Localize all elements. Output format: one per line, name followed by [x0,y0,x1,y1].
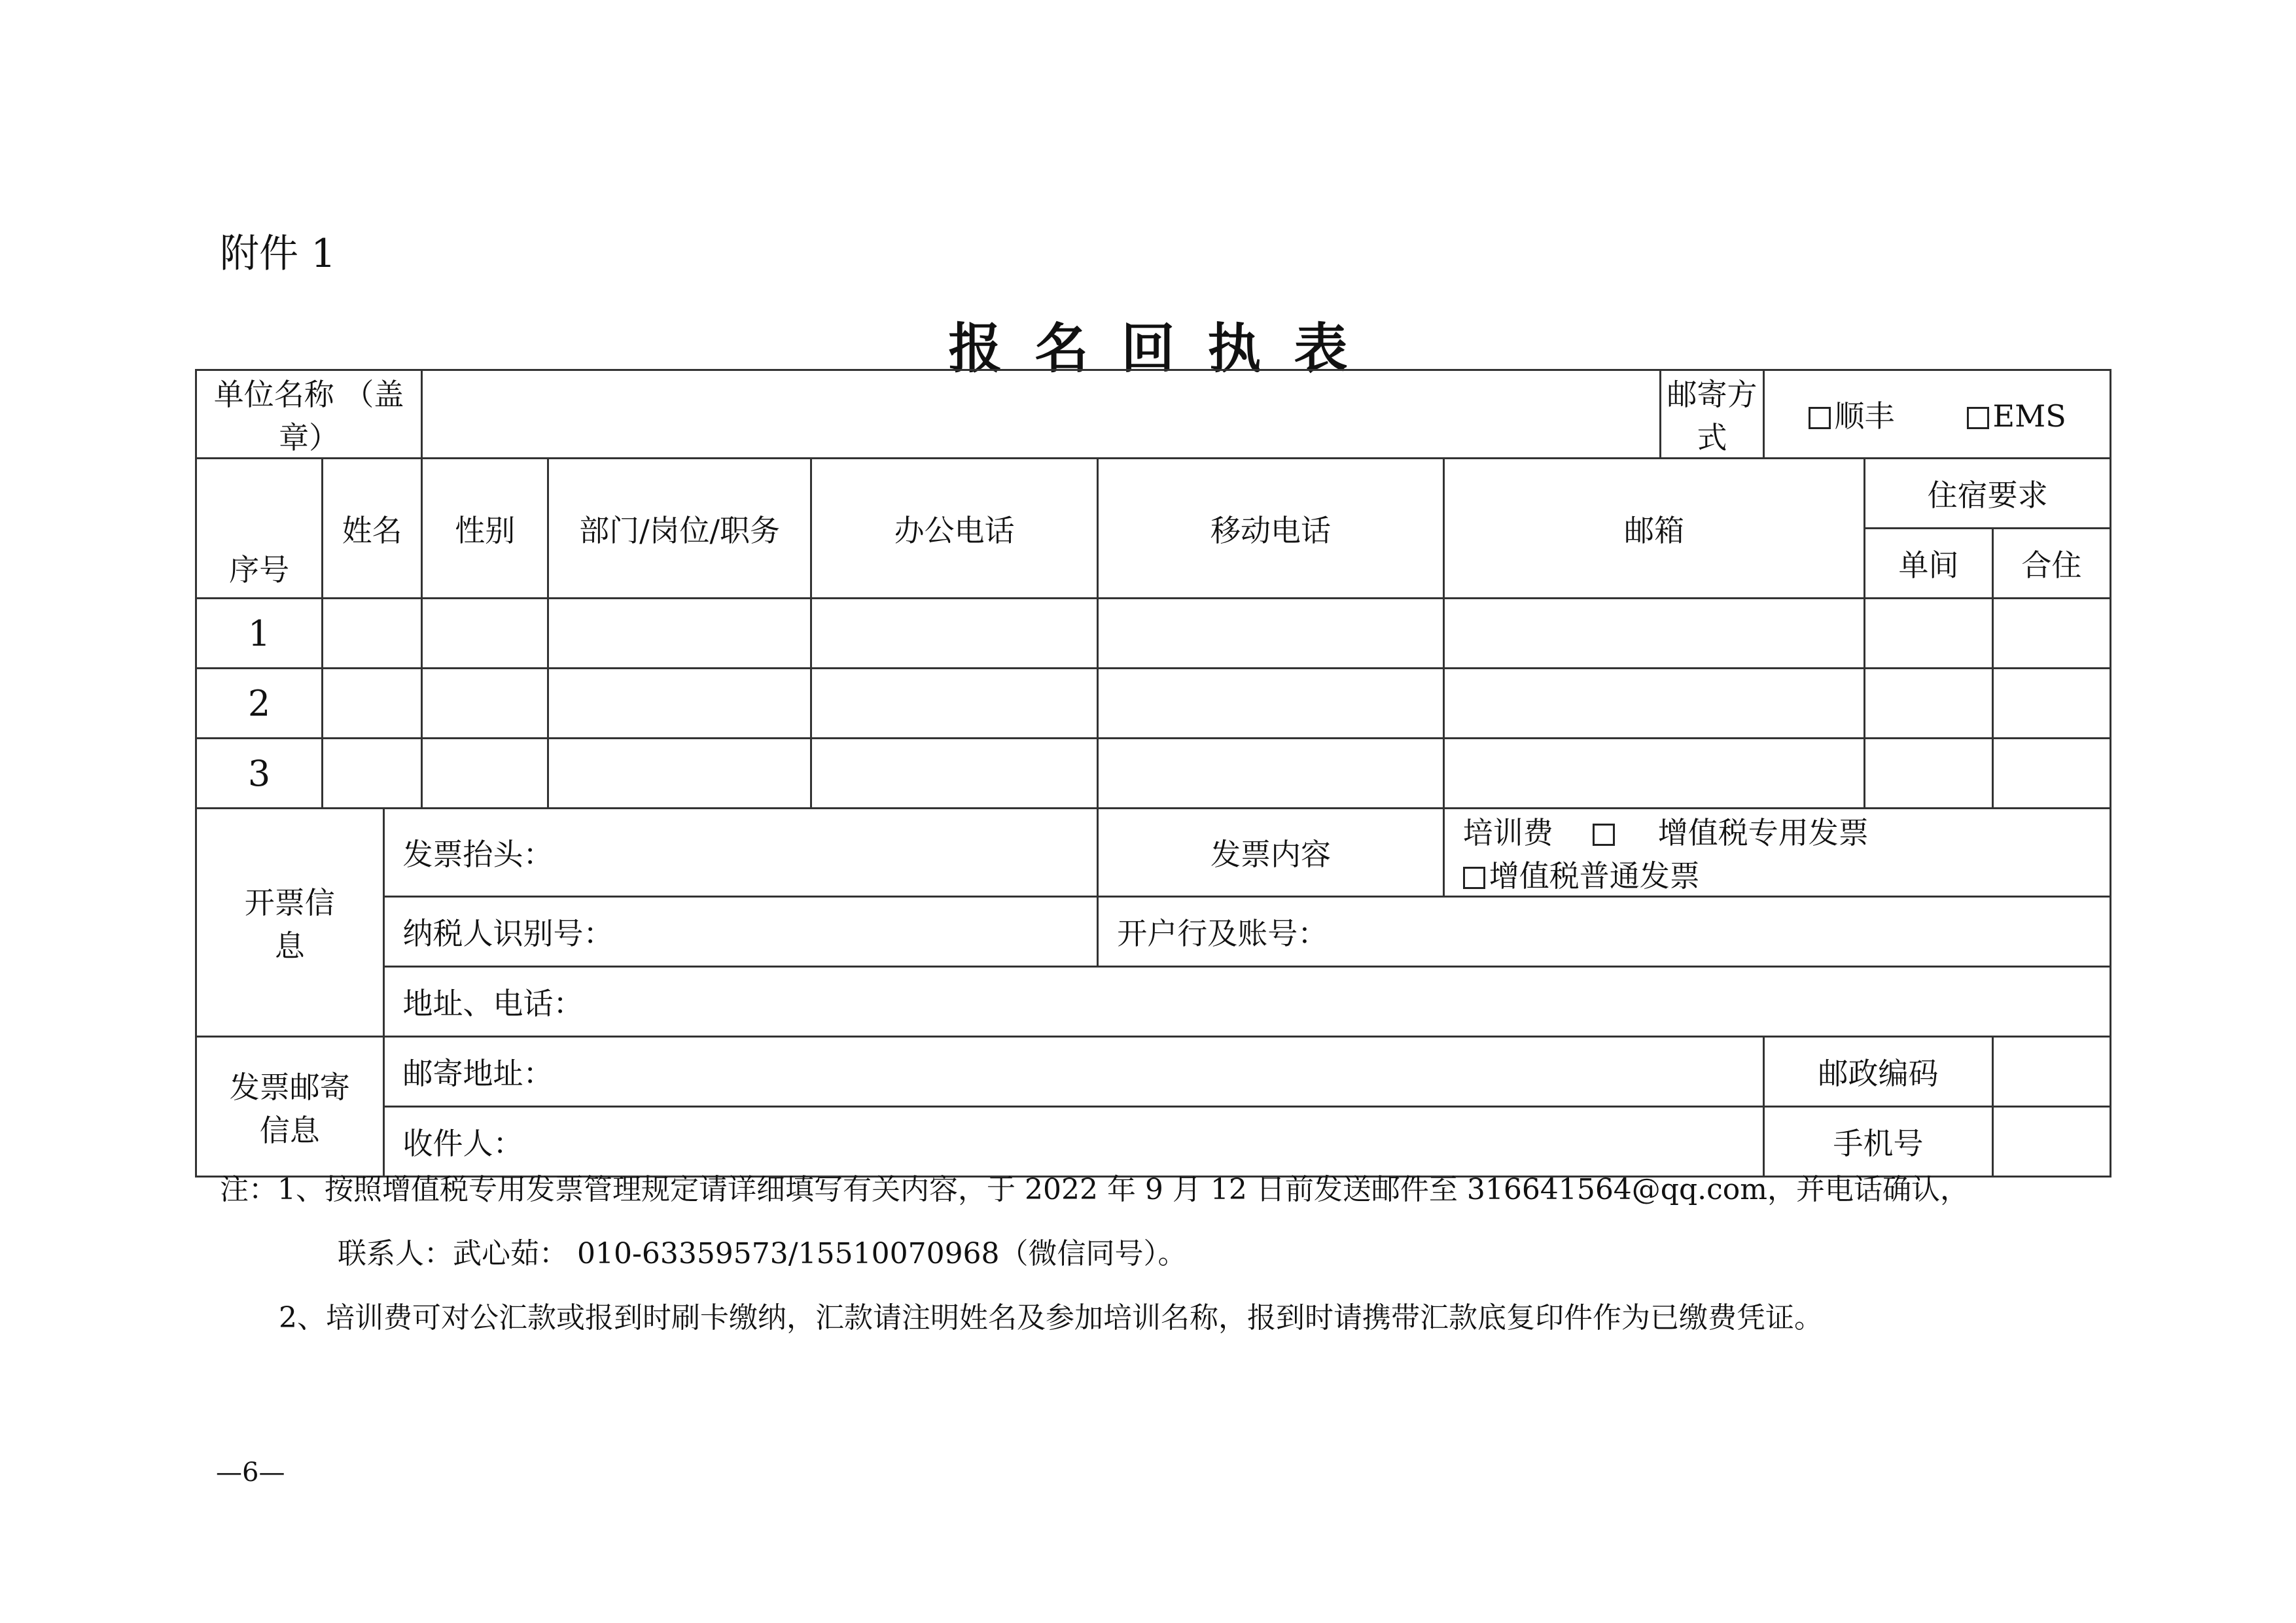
header-row-1 [196,459,2111,529]
attachment-label: 附件 1 [220,231,336,277]
header-lodging: 住宿要求 [1865,459,2111,529]
mail-address-field[interactable]: 邮寄地址： [383,1037,1764,1107]
invoice-option-general[interactable]: 增值税普通发票 [1463,852,1700,896]
invoice-mail-row-1 [196,1037,2111,1107]
mobile-cell[interactable] [1098,669,1444,739]
invoice-row-2 [196,897,2111,967]
mail-method-options [1764,370,2111,459]
table-row [196,669,2111,739]
note-line-2: 联系人：武心茹： 010-63359573/15510070968（微信同号）。 [338,1237,1187,1270]
unit-name-label: 单位名称 （盖章） [196,370,422,459]
dept-cell[interactable] [548,669,811,739]
recipient-field[interactable]: 收件人： [383,1107,1764,1177]
header-name: 姓名 [323,459,422,599]
office-phone-cell[interactable] [811,739,1097,809]
header-seq: 序号 [196,459,323,599]
unit-row [196,370,2111,459]
email-cell[interactable] [1443,739,1865,809]
dept-cell[interactable] [548,599,811,669]
registration-form-table [195,369,2111,1178]
recipient-mobile-label: 手机号 [1764,1107,1992,1177]
unit-name-field[interactable] [422,370,1661,459]
taxpayer-id-field[interactable]: 纳税人识别号： [383,897,1098,967]
table-row [196,739,2111,809]
single-room-cell[interactable] [1865,739,1992,809]
note-line-3: 2、培训费可对公汇款或报到时刷卡缴纳，汇款请注明姓名及参加培训名称，报到时请携带汇款底复印件作为已缴费凭证。 [279,1301,1823,1335]
postcode-field[interactable] [1992,1037,2110,1107]
office-phone-cell[interactable] [811,599,1097,669]
header-office-phone: 办公电话 [811,459,1097,599]
postcode-label: 邮政编码 [1764,1037,1992,1107]
checkbox-icon[interactable] [1593,824,1615,846]
table-row [196,599,2111,669]
header-shared-room: 合住 [1992,529,2110,599]
invoice-content-label: 发票内容 [1098,809,1444,897]
email-cell[interactable] [1443,669,1865,739]
header-gender: 性别 [422,459,548,599]
note-line-1: 注：1、按照增值税专用发票管理规定请详细填写有关内容，于 2022 年 9 月 12 日前发送邮件至 316641564@qq.com，并电话确认， [220,1173,1969,1206]
gender-cell[interactable] [422,669,548,739]
invoice-content-item: 培训费 [1462,815,1553,850]
row-number: 2 [196,669,323,739]
checkbox-icon[interactable] [1463,867,1485,889]
invoice-title-field[interactable]: 发票抬头： [383,809,1098,897]
checkbox-icon[interactable] [1967,407,1989,429]
mobile-cell[interactable] [1098,739,1444,809]
gender-cell[interactable] [422,739,548,809]
name-cell[interactable] [323,669,422,739]
email-cell[interactable] [1443,599,1865,669]
bank-account-field[interactable]: 开户行及账号： [1098,897,2111,967]
row-number: 1 [196,599,323,669]
row-number: 3 [196,739,323,809]
gender-cell[interactable] [422,599,548,669]
invoice-section-label: 开票信息 [196,809,384,1037]
address-phone-field[interactable]: 地址、电话： [383,967,2111,1037]
recipient-mobile-field[interactable] [1992,1107,2110,1177]
name-cell[interactable] [323,599,422,669]
invoice-option-special[interactable]: 增值税专用发票 [1657,815,1869,850]
shared-room-cell[interactable] [1992,739,2110,809]
notes [220,1158,1969,1350]
header-single-room: 单间 [1865,529,1992,599]
invoice-row-1 [196,809,2111,897]
header-mobile: 移动电话 [1098,459,1444,599]
invoice-content-options [1443,809,2110,897]
page-number: —6— [216,1457,285,1488]
office-phone-cell[interactable] [811,669,1097,739]
checkbox-icon[interactable] [1809,407,1831,429]
mail-method-label: 邮寄方式 [1660,370,1763,459]
header-email: 邮箱 [1443,459,1865,599]
header-dept: 部门/岗位/职务 [548,459,811,599]
shared-room-cell[interactable] [1992,669,2110,739]
mail-option-sf[interactable]: 顺丰 [1809,393,1895,436]
single-room-cell[interactable] [1865,599,1992,669]
mail-option-ems[interactable]: EMS [1967,398,2066,434]
page-title: 报名回执表 [948,317,1381,380]
shared-room-cell[interactable] [1992,599,2110,669]
name-cell[interactable] [323,739,422,809]
invoice-row-3 [196,967,2111,1037]
dept-cell[interactable] [548,739,811,809]
invoice-mail-section-label: 发票邮寄信息 [196,1037,384,1177]
single-room-cell[interactable] [1865,669,1992,739]
mobile-cell[interactable] [1098,599,1444,669]
